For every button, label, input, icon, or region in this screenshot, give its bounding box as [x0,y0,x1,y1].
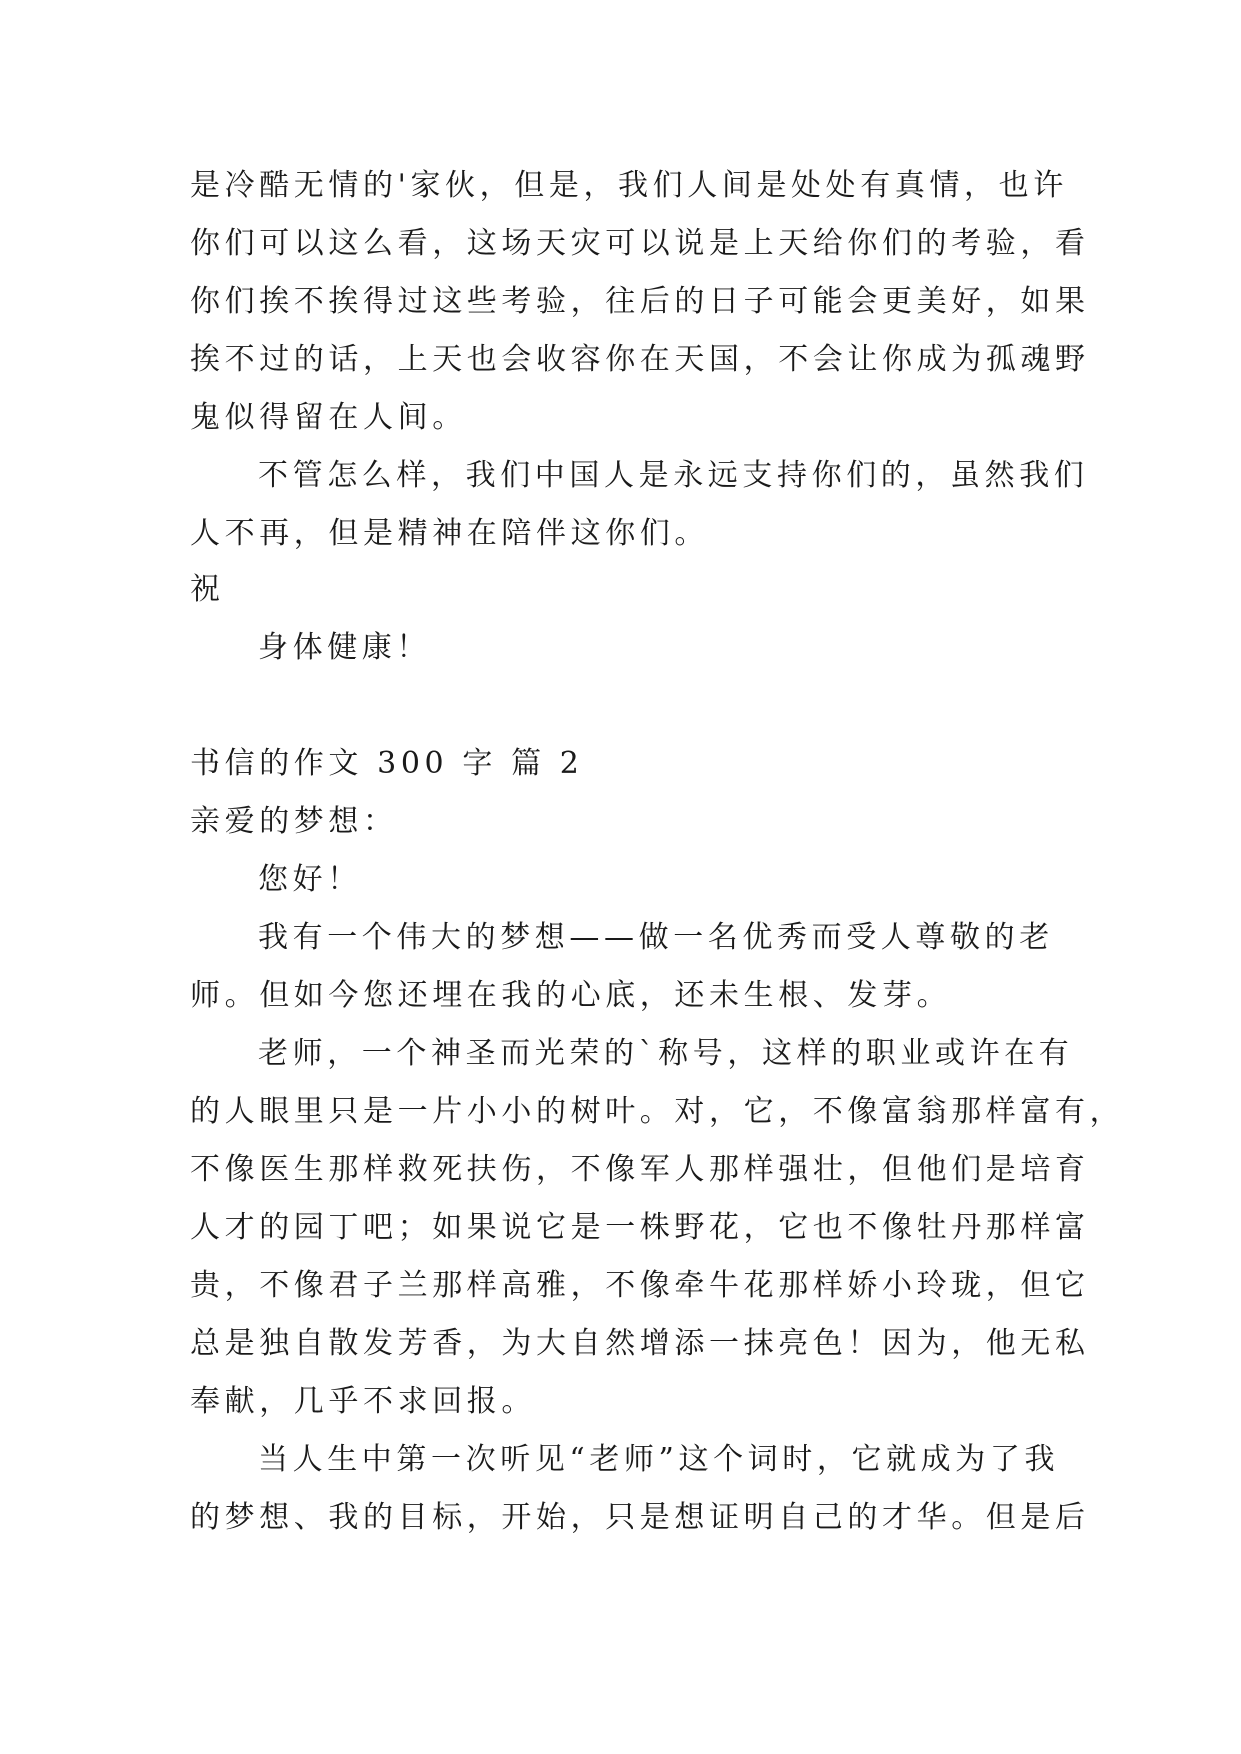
body-line: 不像医生那样救死扶伤，不像军人那样强壮，但他们是培育 [190,1152,1090,1187]
body-line: 的人眼里只是一片小小的树叶。对，它，不像富翁那样富有， [190,1094,1125,1129]
closing-line: 祝 [190,572,225,607]
body-line: 老师，一个神圣而光荣的`称号，这样的职业或许在有 [258,1036,1074,1071]
greeting-line: 您好！ [258,862,362,897]
body-line: 你们挨不挨得过这些考验，往后的日子可能会更美好，如果 [190,284,1090,319]
body-line: 人才的园丁吧；如果说它是一株野花，它也不像牡丹那样富 [190,1210,1090,1245]
body-line: 师。但如今您还埋在我的心底，还未生根、发芽。 [190,978,952,1013]
body-line: 是冷酷无情的'家伙，但是，我们人间是处处有真情，也许 [190,168,1068,203]
body-line: 我有一个伟大的梦想——做一名优秀而受人尊敬的老 [258,920,1054,955]
wish-line: 身体健康！ [258,630,431,665]
body-line: 奉献，几乎不求回报。 [190,1384,536,1419]
body-line: 人不再，但是精神在陪伴这你们。 [190,516,709,551]
section-title: 书信的作文 300 字 篇 2 [190,746,584,781]
body-line: 不管怎么样，我们中国人是永远支持你们的，虽然我们 [258,458,1089,493]
body-line: 的梦想、我的目标，开始，只是想证明自己的才华。但是后 [190,1500,1090,1535]
body-line: 挨不过的话，上天也会收容你在天国，不会让你成为孤魂野 [190,342,1090,377]
salutation-line: 亲爱的梦想： [190,804,398,839]
body-line: 你们可以这么看，这场天灾可以说是上天给你们的考验，看 [190,226,1090,261]
body-line: 鬼似得留在人间。 [190,400,467,435]
body-line: 贵，不像君子兰那样高雅，不像牵牛花那样娇小玲珑，但它 [190,1268,1090,1303]
body-line: 总是独自散发芳香，为大自然增添一抹亮色！因为，他无私 [190,1326,1090,1361]
body-line: 当人生中第一次听见“老师”这个词时，它就成为了我 [258,1442,1060,1477]
